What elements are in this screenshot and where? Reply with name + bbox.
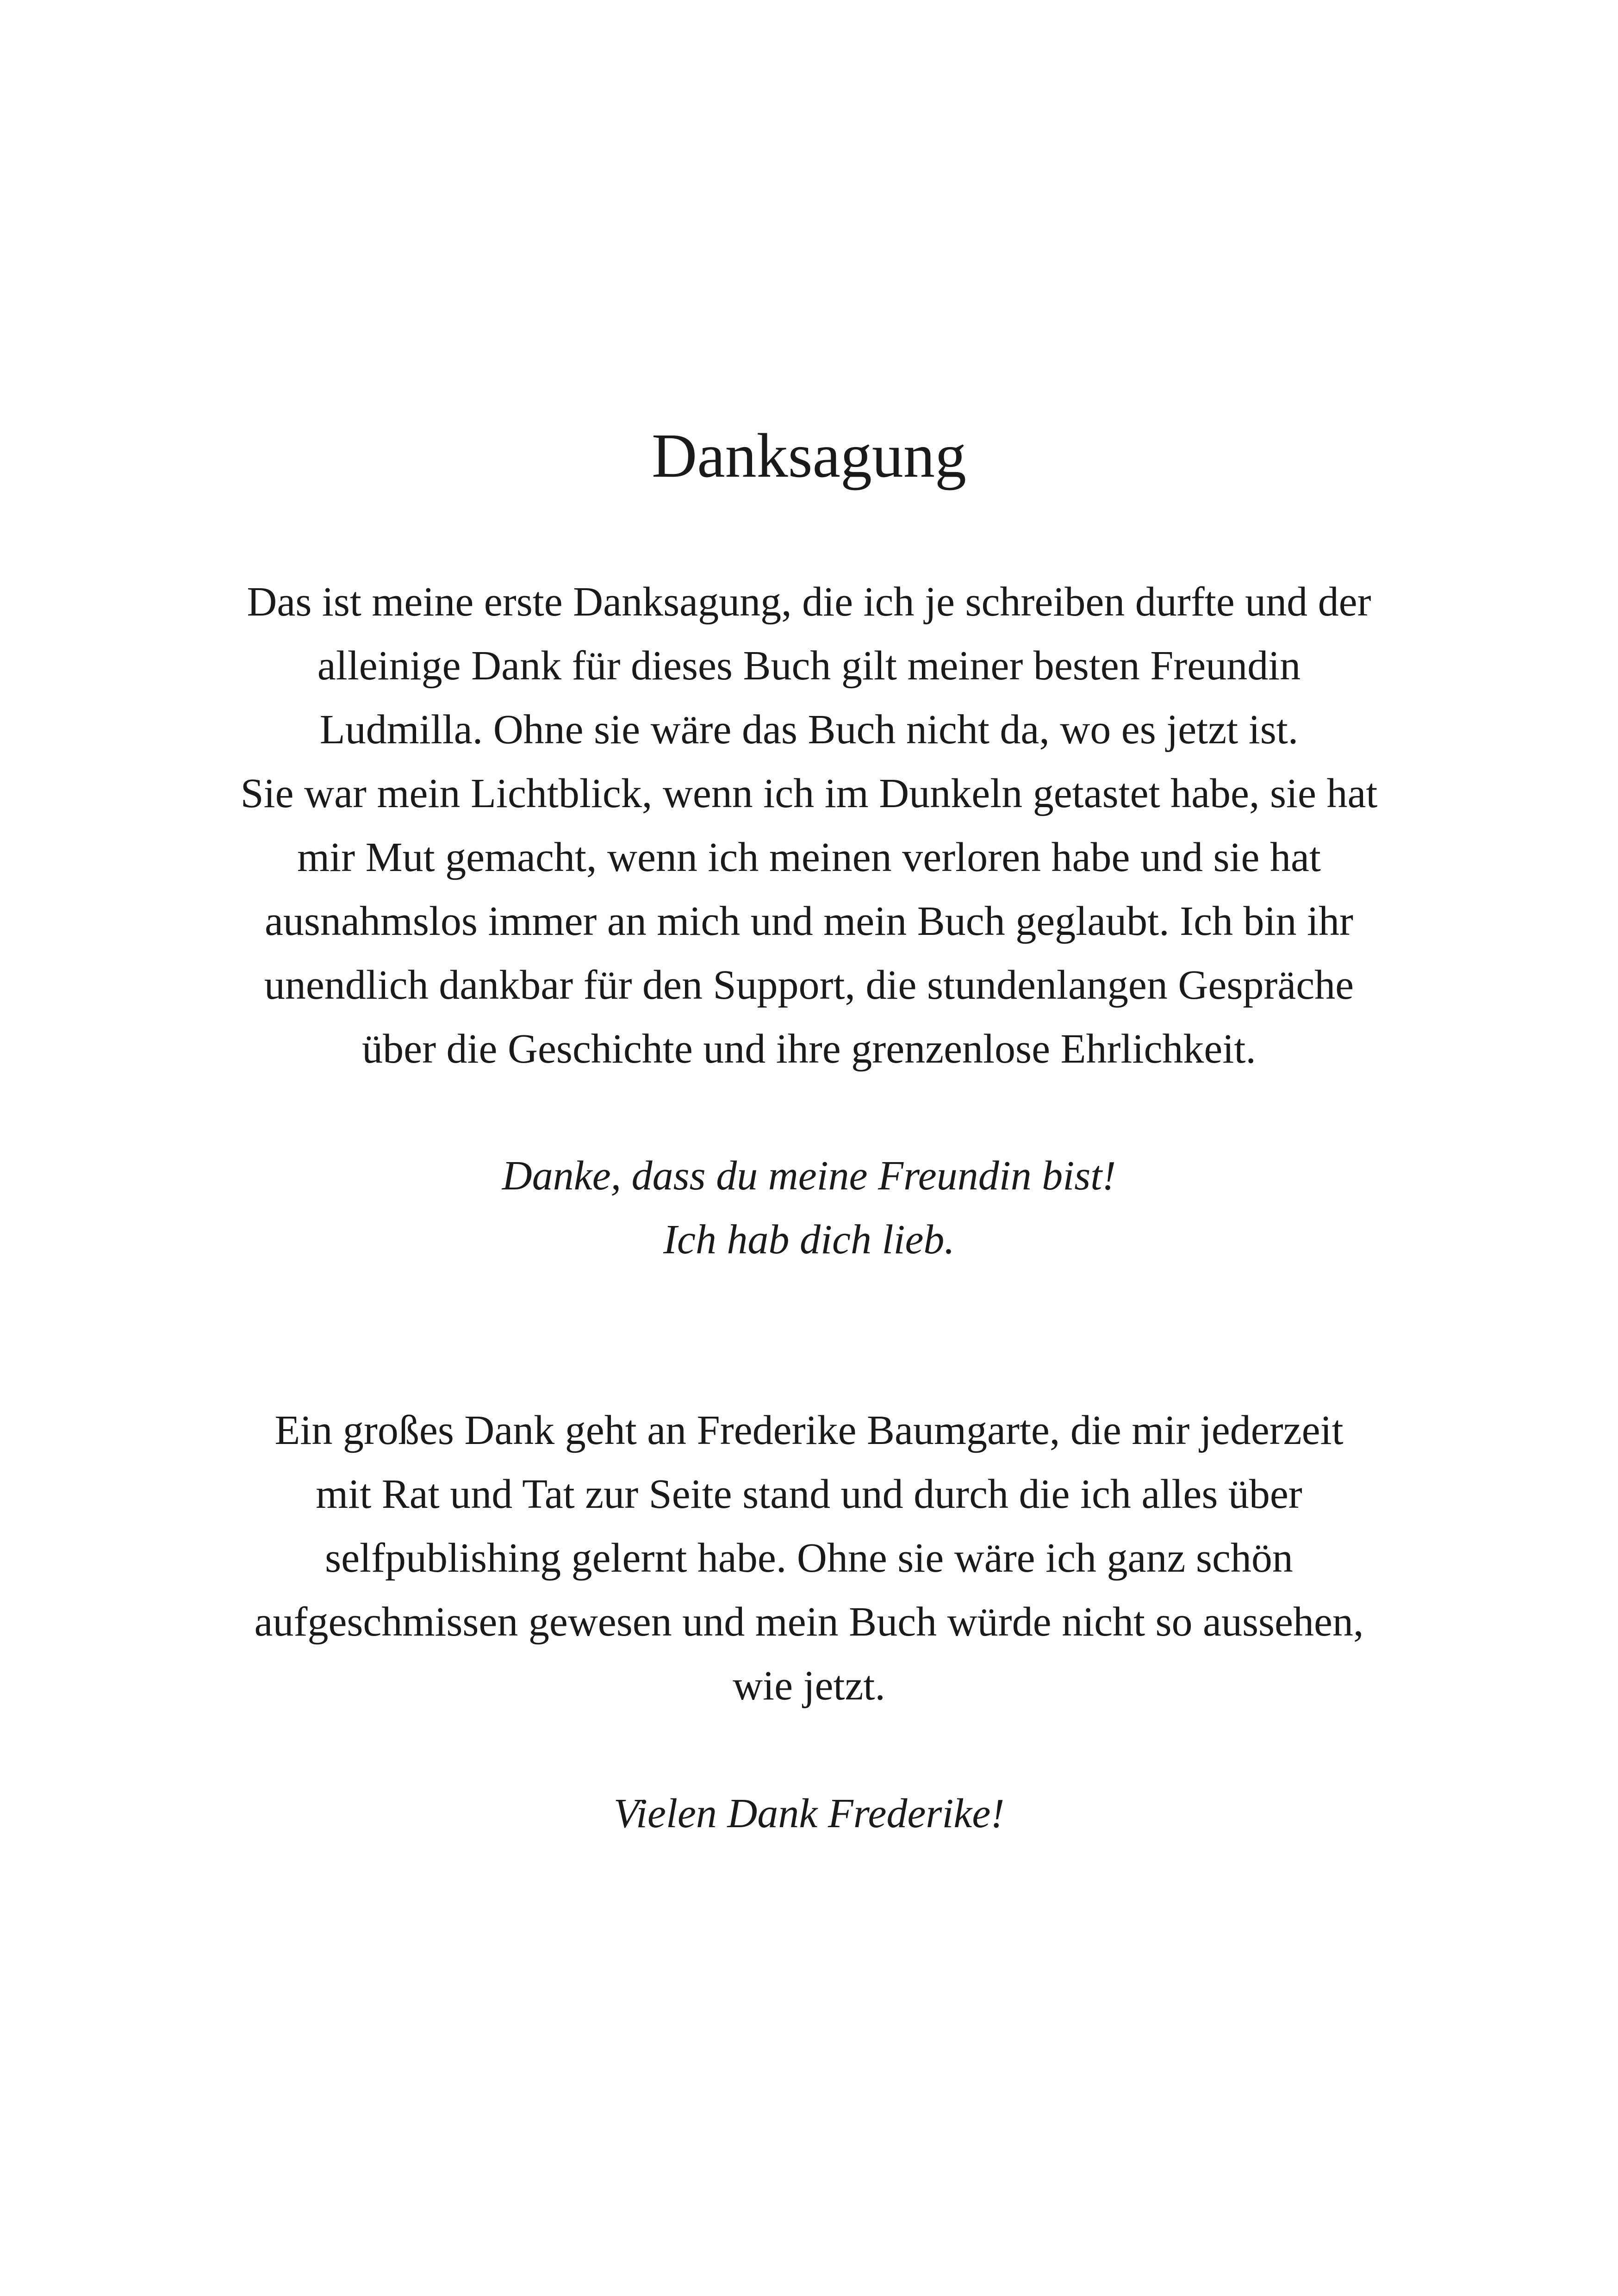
text-line: ausnahmslos immer an mich und mein Buch geglaubt. Ich bin ihr (264, 898, 1354, 944)
text-line: selfpublishing gelernt habe. Ohne sie wäre ich ganz schön (325, 1535, 1293, 1581)
text-line: aufgeschmissen gewesen und mein Buch würde nicht so aussehen, (254, 1599, 1364, 1645)
closing-quote-ludmilla (0, 1144, 1618, 1272)
text-line: über die Geschichte und ihre grenzenlose Ehrlichkeit. (362, 1026, 1256, 1072)
text-line: Vielen Dank Frederike! (613, 1791, 1005, 1836)
text-line: mit Rat und Tat zur Seite stand und durch die ich alles über (316, 1471, 1302, 1517)
page-title: Danksagung (652, 421, 966, 491)
text-line: Ich hab dich lieb. (663, 1217, 955, 1263)
text-line: unendlich dankbar für den Support, die stundenlangen Gespräche (264, 962, 1354, 1008)
text-line: Das ist meine erste Danksagung, die ich je schreiben durfte und der (247, 579, 1371, 625)
text-line: alleinige Dank für dieses Buch gilt meiner besten Freundin (317, 643, 1301, 689)
text-line: wie jetzt. (733, 1663, 885, 1709)
acknowledgement-paragraph-frederike (0, 1399, 1618, 1718)
text-line: mir Mut gemacht, wenn ich meinen verloren habe und sie hat (297, 834, 1321, 880)
text-line: Sie war mein Lichtblick, wenn ich im Dunkeln getastet habe, sie hat (240, 771, 1378, 816)
text-line: Ein großes Dank geht an Frederike Baumgarte, die mir jederzeit (274, 1407, 1344, 1453)
closing-quote-frederike (0, 1782, 1618, 1846)
text-line: Ludmilla. Ohne sie wäre das Buch nicht da, wo es jetzt ist. (319, 707, 1299, 753)
text-line: Danke, dass du meine Freundin bist! (502, 1153, 1116, 1199)
acknowledgement-paragraph-ludmilla (0, 570, 1618, 1081)
